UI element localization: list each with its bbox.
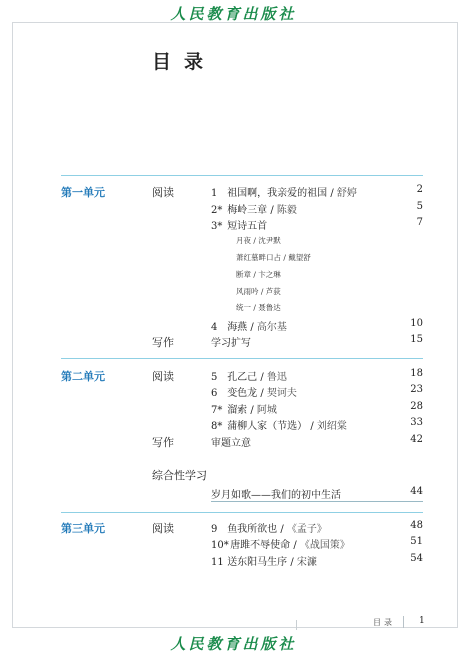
toc-entry[interactable]: 1 祖国啊，我亲爱的祖国 / 舒婷: [211, 188, 357, 199]
entry-title: 审题立意: [211, 438, 251, 449]
publisher-logo-top: 人民教育出版社: [170, 5, 297, 23]
entry-page: 48: [410, 520, 423, 531]
entry-title: 送东阳马生序: [227, 557, 288, 568]
footer-label: 目录: [373, 618, 395, 627]
toc-title: 目录: [152, 51, 217, 73]
toc-entry[interactable]: 8* 蒲柳人家（节选） / 刘绍棠: [211, 421, 347, 432]
entry-title: 变色龙: [227, 388, 258, 399]
entry-author: 鲁迅: [266, 372, 287, 383]
toc-entry[interactable]: 6 变色龙 / 契诃夫: [211, 388, 297, 399]
entry-number: 2*: [211, 205, 223, 216]
category-writing: 写作: [152, 436, 174, 449]
entry-author: 《孟子》: [286, 524, 327, 535]
entry-author: 高尔基: [256, 322, 287, 333]
entry-title: 鱼我所欲也: [227, 524, 278, 535]
category-writing: 写作: [152, 336, 174, 349]
sub-entry[interactable]: 月夜 / 沈尹默: [236, 236, 281, 245]
sub-entry-title: 萧红墓畔口占: [236, 253, 281, 262]
category-reading: 阅读: [152, 522, 174, 535]
sub-entry[interactable]: 风雨吟 / 芦荻: [236, 287, 281, 296]
entry-title: 祖国啊，我亲爱的祖国: [227, 188, 328, 199]
entry-page: 18: [410, 368, 423, 379]
entry-title: 蒲柳人家（节选）: [227, 421, 308, 432]
entry-title: 岁月如歌——我们的初中生活: [211, 490, 341, 501]
entry-title: 唐雎不辱使命: [230, 540, 291, 551]
category-reading: 阅读: [152, 370, 174, 383]
entry-author: 陈毅: [276, 205, 297, 216]
sub-entry[interactable]: 断章 / 卞之琳: [236, 270, 281, 279]
sub-entry[interactable]: 统一 / 聂鲁达: [236, 303, 281, 312]
entry-title: 孔乙己: [227, 372, 258, 383]
section-divider: [211, 501, 423, 502]
entry-author: 宋濂: [296, 557, 317, 568]
entry-number: 11: [211, 557, 224, 568]
entry-page: 44: [410, 486, 423, 497]
unit-divider: [61, 358, 423, 359]
toc-entry[interactable]: 4 海燕 / 高尔基: [211, 322, 287, 333]
entry-title: 海燕: [227, 322, 248, 333]
toc-entry[interactable]: 2* 梅岭三章 / 陈毅: [211, 205, 297, 216]
footer-separator: [403, 616, 404, 628]
category-comprehensive-learning: 综合性学习: [152, 469, 207, 482]
unit-divider: [61, 512, 423, 513]
entry-page: 28: [410, 401, 423, 412]
sub-entry-title: 断章: [236, 270, 251, 279]
toc-entry[interactable]: 5 孔乙己 / 鲁迅: [211, 372, 287, 383]
entry-title: 梅岭三章: [227, 205, 268, 216]
sub-entry-author: 聂鲁达: [258, 303, 281, 312]
toc-entry[interactable]: [211, 217, 267, 232]
entry-number: 6: [211, 388, 218, 399]
entry-author: 《战国策》: [299, 540, 350, 551]
entry-page: 33: [410, 417, 423, 428]
entry-title: 短诗五首: [227, 221, 268, 232]
entry-page: 54: [410, 553, 423, 564]
sub-entry-author: 芦荻: [265, 287, 281, 296]
entry-number: 7*: [211, 405, 223, 416]
entry-author: 契诃夫: [266, 388, 297, 399]
toc-entry[interactable]: [211, 486, 341, 501]
entry-author: 舒婷: [336, 188, 357, 199]
entry-number: 1: [211, 188, 218, 199]
toc-entry[interactable]: 9 鱼我所欲也 / 《孟子》: [211, 524, 327, 535]
publisher-logo-bottom: 人民教育出版社: [170, 635, 297, 653]
toc-entry[interactable]: [211, 434, 251, 449]
entry-author: 刘绍棠: [316, 421, 347, 432]
unit-label-1: 第一单元: [61, 186, 105, 199]
sub-entry-author: 卞之琳: [258, 270, 281, 279]
entry-number: 10*: [211, 540, 229, 551]
sub-entry-author: 戴望舒: [288, 253, 311, 262]
entry-page: 15: [410, 334, 423, 345]
entry-number: 9: [211, 524, 218, 535]
unit-label-3: 第三单元: [61, 522, 105, 535]
entry-title: 溜索: [227, 405, 248, 416]
entry-number: 5: [211, 372, 218, 383]
sub-entry-title: 统一: [236, 303, 251, 312]
entry-page: 51: [410, 536, 423, 547]
entry-title: 学习扩写: [211, 338, 251, 349]
entry-number: 8*: [211, 421, 223, 432]
footer-page-number: 1: [419, 616, 425, 626]
toc-entry[interactable]: 11 送东阳马生序 / 宋濂: [211, 557, 317, 568]
unit-label-2: 第二单元: [61, 370, 105, 383]
entry-number: 4: [211, 322, 218, 333]
center-mark: [296, 620, 297, 630]
entry-page: 2: [416, 184, 423, 195]
toc-entry[interactable]: 10* 唐雎不辱使命 / 《战国策》: [211, 540, 350, 551]
category-reading: 阅读: [152, 186, 174, 199]
entry-author: 阿城: [256, 405, 277, 416]
sub-entry-author: 沈尹默: [258, 236, 281, 245]
entry-page: 10: [410, 318, 423, 329]
entry-page: 42: [410, 434, 423, 445]
toc-entry[interactable]: 7* 溜索 / 阿城: [211, 405, 277, 416]
sub-entry[interactable]: 萧红墓畔口占 / 戴望舒: [236, 253, 311, 262]
entry-page: 23: [410, 384, 423, 395]
entry-number: 3*: [211, 221, 223, 232]
sub-entry-title: 风雨吟: [236, 287, 259, 296]
sub-entry-title: 月夜: [236, 236, 251, 245]
unit-divider: [61, 175, 423, 176]
entry-page: 5: [416, 201, 423, 212]
entry-page: 7: [416, 217, 423, 228]
toc-entry[interactable]: [211, 334, 251, 349]
